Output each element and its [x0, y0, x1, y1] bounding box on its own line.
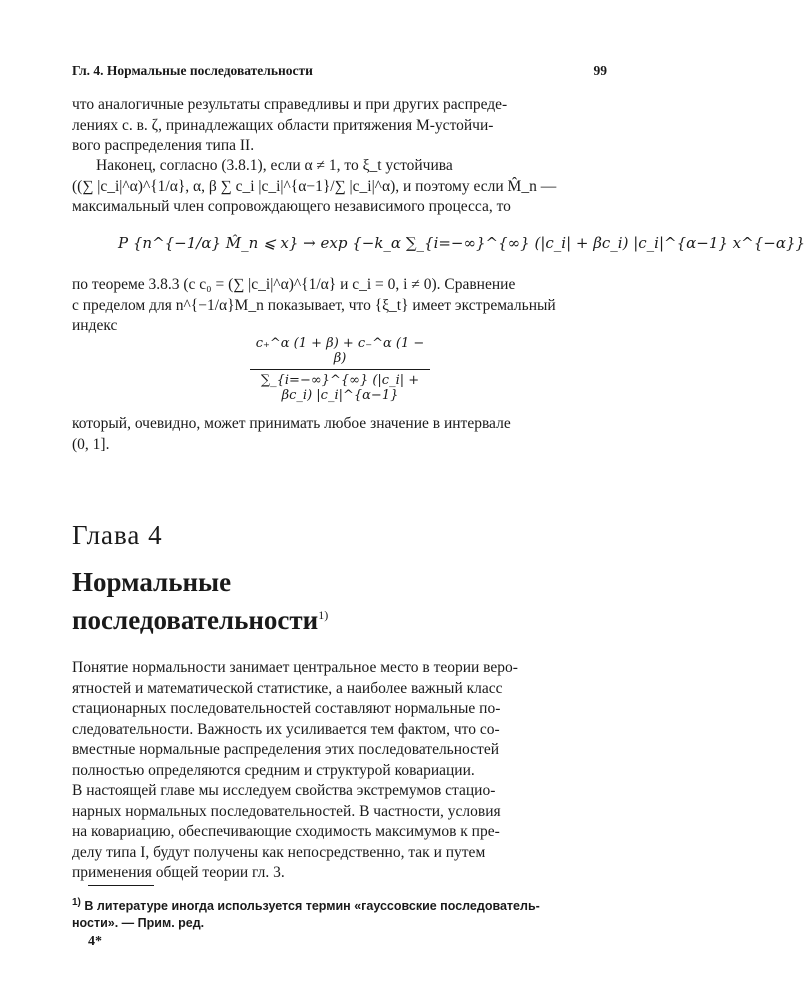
footnote-divider — [88, 885, 154, 886]
chapter-label: Глава 4 — [72, 520, 163, 550]
paragraph-3 — [72, 275, 608, 337]
text-line: вместные нормальные распределения этих последовательностей — [72, 741, 500, 758]
chapter-title-line: Нормальные — [72, 567, 232, 597]
text-line: следовательности. Важность их усиливается тем фактом, что со- — [72, 720, 500, 738]
chapter-title — [72, 566, 328, 637]
text-line: Наконец, согласно (3.8.1), если α ≠ 1, то ξ_t устойчива — [96, 157, 453, 174]
text-line: применения общей теории гл. 3. — [72, 864, 285, 881]
text-line: индекс — [72, 317, 118, 334]
footnote-text: В литературе иногда используется термин «гауссовские последователь- — [84, 899, 540, 914]
text-line: Понятие нормальности занимает центральное место в теории веро- — [72, 659, 518, 676]
footnote — [72, 894, 608, 932]
fraction-numerator: c₊^α (1 + β) + c₋^α (1 − β) — [250, 336, 430, 370]
text-line: полностью определяются средним и структурой ковариации. — [72, 761, 475, 779]
text-line: нарных нормальных последовательностей. В частности, условия — [72, 802, 501, 820]
chapter-title-word: последовательности — [72, 605, 319, 635]
text-line: (0, 1]. — [72, 435, 110, 453]
text-line: ятностей и математической статистике, а наиболее важный класс — [72, 679, 503, 697]
text-line: лениях с. в. ζ, принадлежащих области притяжения M-устойчи- — [72, 116, 494, 134]
footnote-marker: 1) — [72, 897, 81, 908]
text-line: В настоящей главе мы исследуем свойства экстремумов стацио- — [72, 782, 496, 799]
text-line: ((∑ |c_i|^α)^{1/α}, α, β ∑ c_i |c_i|^{α−1}/∑ |c_i|^α), и поэтому если M̂_n — — [72, 177, 557, 195]
paragraph-2 — [72, 156, 608, 218]
text-line: вого распределения типа II. — [72, 137, 255, 154]
text-line: максимальный член сопровождающего независимого процесса, то — [72, 198, 511, 215]
running-title: Гл. 4. Нормальные последовательности — [72, 63, 313, 78]
footnote-line — [72, 894, 608, 915]
fraction-denominator: ∑_{i=−∞}^{∞} (|c_i| + βc_i) |c_i|^{α−1} — [260, 373, 420, 403]
paragraph-1 — [72, 95, 608, 157]
paragraph-4 — [72, 414, 608, 455]
formula-extremal-index — [250, 336, 430, 403]
text-line: что аналогичные результаты справедливы и при других распреде- — [72, 96, 508, 113]
page-number: 99 — [593, 63, 607, 78]
text-line: на ковариацию, обеспечивающие сходимость максимумов к пре- — [72, 823, 500, 840]
footnote-reference: 1) — [318, 608, 329, 622]
text-line: делу типа I, будут получены как непосредственно, так и путем — [72, 843, 486, 861]
text-line: с пределом для n^{−1/α}M_n показывает, что {ξ_t} имеет экстремальный — [72, 296, 556, 314]
text-line: стационарных последовательностей составляют нормальные по- — [72, 700, 501, 717]
formula-limit: P {n^{−1/α} M̂_n ⩽ x} → exp {−k_α ∑_{i=−∞}^{∞} (|c_i| + βc_i) |c_i|^{α−1} x^{−α}} — [118, 234, 805, 252]
chapter-title-line-2 — [72, 599, 328, 637]
text-line: по теореме 3.8.3 (с c₀ = (∑ |c_i|^α)^{1/α} и c_i = 0, i ≠ 0). Сравнение — [72, 276, 516, 293]
chapter-intro — [72, 658, 608, 884]
text-line: который, очевидно, может принимать любое значение в интервале — [72, 415, 511, 432]
footnote-line-2: ности». — Прим. ред. — [72, 916, 205, 931]
printer-signature: 4* — [88, 934, 102, 949]
